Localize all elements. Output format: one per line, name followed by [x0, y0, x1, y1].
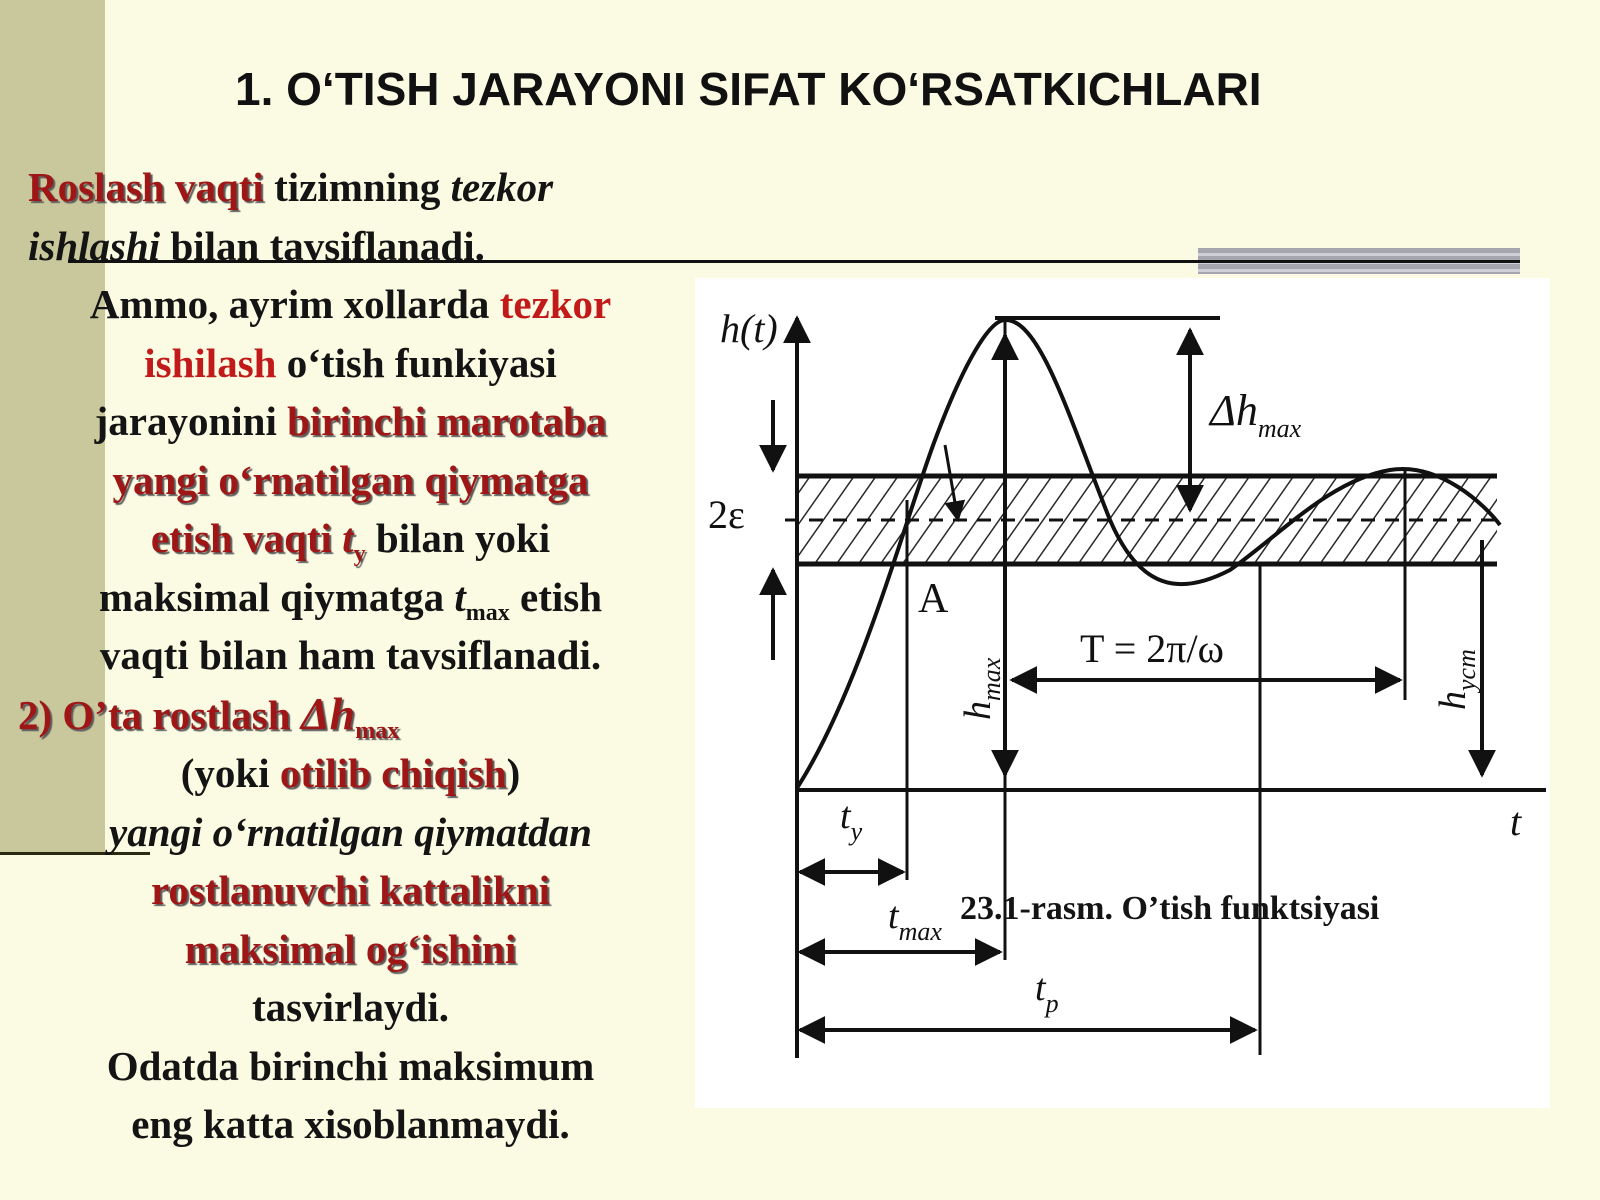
delta-hmax-label: $\Delta h_{max}$	[1210, 386, 1302, 443]
term-settling-time: Roslash vaqti	[28, 164, 264, 210]
paragraph-overshoot: 2) O’ta rostlash $\Delta h_{max}$ (yoki otilib chiqish) yangi o‘rnatilgan qiymatdan rostlanuvchi kattalikni maksimal og‘ishini tasvirlaydi. Odatda birinchi maksimum eng katta xisoblanmaydi.	[18, 687, 595, 1147]
paragraph-settling-time: Roslash vaqti tizimning tezkor ishlashi bilan tavsiflanadi.	[28, 164, 554, 269]
point-a-label: A	[918, 576, 949, 622]
tp-label: $t_p$	[1035, 967, 1059, 1018]
hust-label: $h_{уст}$	[1432, 649, 1481, 710]
ty-label: $t_y$	[840, 795, 863, 846]
paragraph-speed: Ammo, ayrim xollarda tezkor ishilash o‘tish funkiyasi jarayonini birinchi marotaba yangi o‘rnatilgan qiymatga etish vaqti $t_y$ bilan yoki maksimal qiymatga $t_{max}$ etish vaqti bilan ham tavsiflanadi.	[89, 281, 612, 678]
two-eps-label: 2ε	[708, 492, 745, 537]
transient-response-figure	[695, 278, 1550, 1108]
page-title: 1. O‘TISH JARAYONI SIFAT KO‘RSATKICHLARI	[235, 63, 1262, 115]
h-axis-label: h(t)	[720, 306, 778, 351]
overshoot-heading: 2) O’ta rostlash	[18, 691, 301, 738]
text-column	[18, 158, 683, 1154]
transient-response-diagram	[695, 278, 1550, 1108]
period-label: T = 2π/ω	[1080, 626, 1224, 671]
t-axis-label: t	[1510, 799, 1522, 844]
figure-caption: 23.1-rasm. O’tish funktsiyasi	[960, 890, 1380, 927]
hmax-label: $h_{max}$	[957, 657, 1006, 720]
tmax-label: $t_{max}$	[888, 895, 942, 946]
